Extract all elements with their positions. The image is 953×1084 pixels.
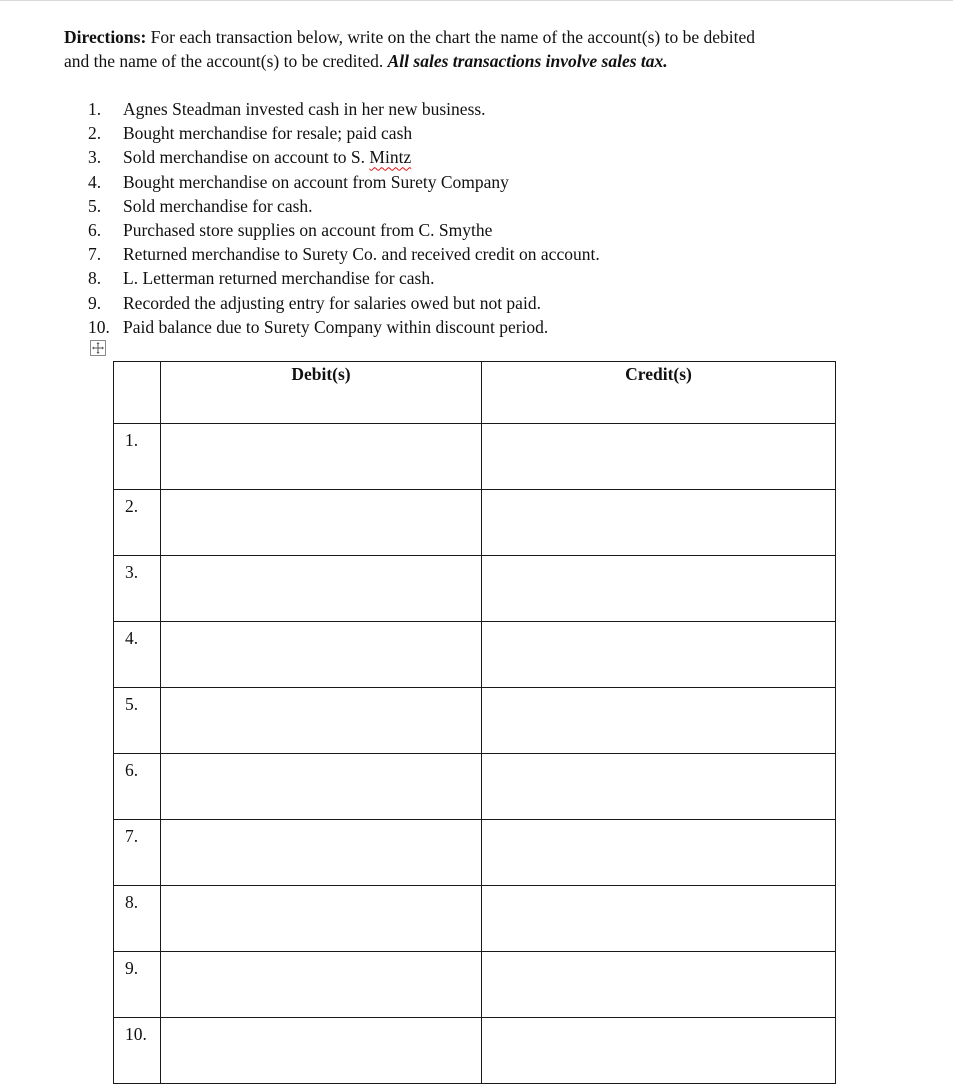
directions-line-1 <box>64 25 864 49</box>
transaction-text: Sold merchandise for cash. <box>123 195 313 216</box>
header-debit[interactable]: Debit(s) <box>161 362 482 424</box>
transaction-number: 1. <box>88 99 102 119</box>
credit-cell[interactable] <box>482 622 836 688</box>
row-number[interactable]: 4. <box>114 622 161 688</box>
table-row <box>114 886 836 952</box>
transaction-text <box>123 145 411 169</box>
directions-emphasis: All sales transactions involve sales tax. <box>387 51 668 71</box>
transaction-number: 8. <box>88 268 102 289</box>
debit-cell[interactable] <box>161 952 482 1018</box>
directions-label: Directions: <box>64 27 147 47</box>
transaction-item <box>88 170 600 194</box>
transaction-number: 6. <box>88 220 102 241</box>
directions-paragraph <box>64 25 864 73</box>
transaction-text: Bought merchandise for resale; paid cash <box>123 123 413 144</box>
transaction-text: Agnes Steadman invested cash in her new business. <box>123 99 486 119</box>
row-number[interactable]: 3. <box>114 556 161 622</box>
row-number[interactable]: 5. <box>114 688 161 754</box>
transaction-item <box>88 97 600 121</box>
debit-cell[interactable] <box>161 688 482 754</box>
row-number[interactable]: 10. <box>114 1018 161 1084</box>
credit-cell[interactable] <box>482 556 836 622</box>
transaction-number: 5. <box>88 195 102 216</box>
spellcheck-flagged-word[interactable]: Mintz <box>369 147 412 168</box>
chart-header-row <box>114 362 836 424</box>
transaction-item <box>88 194 600 218</box>
transaction-item <box>88 121 600 145</box>
debit-cell[interactable] <box>161 490 482 556</box>
table-row <box>114 952 836 1018</box>
credit-cell[interactable] <box>482 424 836 490</box>
transaction-item <box>88 315 600 339</box>
transaction-number: 4. <box>88 171 102 192</box>
row-number[interactable]: 9. <box>114 952 161 1018</box>
debit-cell[interactable] <box>161 886 482 952</box>
debit-cell[interactable] <box>161 820 482 886</box>
table-row <box>114 1018 836 1084</box>
header-blank-cell[interactable] <box>114 362 161 424</box>
credit-cell[interactable] <box>482 886 836 952</box>
transaction-list <box>88 97 600 339</box>
table-row <box>114 754 836 820</box>
credit-cell[interactable] <box>482 820 836 886</box>
transaction-item <box>88 291 600 315</box>
debit-cell[interactable] <box>161 1018 482 1084</box>
transaction-text: Bought merchandise on account from Surety Company <box>123 171 509 192</box>
move-arrows-icon <box>91 341 105 355</box>
transaction-item <box>88 218 600 242</box>
credit-cell[interactable] <box>482 952 836 1018</box>
transaction-number: 9. <box>88 292 102 313</box>
table-move-handle-icon[interactable] <box>90 340 106 356</box>
table-row <box>114 424 836 490</box>
transaction-number: 10. <box>88 316 110 337</box>
debit-cell[interactable] <box>161 556 482 622</box>
directions-text-1: For each transaction below, write on the chart the name of the account(s) to be debited <box>146 27 756 47</box>
page-top-border <box>0 0 953 1</box>
credit-cell[interactable] <box>482 754 836 820</box>
table-row <box>114 688 836 754</box>
row-number[interactable]: 1. <box>114 424 161 490</box>
directions-text-2: and the name of the account(s) to be credited. <box>64 51 388 71</box>
transaction-text: Returned merchandise to Surety Co. and received credit on account. <box>123 244 600 265</box>
row-number[interactable]: 6. <box>114 754 161 820</box>
transaction-number: 2. <box>88 123 102 144</box>
credit-cell[interactable] <box>482 1018 836 1084</box>
credit-cell[interactable] <box>482 490 836 556</box>
row-number[interactable]: 7. <box>114 820 161 886</box>
transaction-item <box>88 145 600 169</box>
table-row <box>114 556 836 622</box>
debit-cell[interactable] <box>161 754 482 820</box>
transaction-text: Recorded the adjusting entry for salaries owed but not paid. <box>123 292 541 313</box>
transaction-text-start: Sold merchandise on account to S. <box>123 147 370 168</box>
transaction-text: Paid balance due to Surety Company within discount period. <box>123 316 549 337</box>
transaction-number: 3. <box>88 147 102 168</box>
debit-cell[interactable] <box>161 424 482 490</box>
debit-cell[interactable] <box>161 622 482 688</box>
row-number[interactable]: 2. <box>114 490 161 556</box>
table-row <box>114 820 836 886</box>
transaction-text: Purchased store supplies on account from C. Smythe <box>123 220 493 241</box>
debit-credit-chart <box>113 361 836 1084</box>
table-row <box>114 490 836 556</box>
table-row <box>114 622 836 688</box>
transaction-number: 7. <box>88 244 102 265</box>
transaction-item <box>88 266 600 290</box>
header-credit[interactable]: Credit(s) <box>482 362 836 424</box>
credit-cell[interactable] <box>482 688 836 754</box>
directions-line-2 <box>64 49 864 73</box>
row-number[interactable]: 8. <box>114 886 161 952</box>
transaction-item <box>88 242 600 266</box>
transaction-text: L. Letterman returned merchandise for cash. <box>123 268 435 289</box>
